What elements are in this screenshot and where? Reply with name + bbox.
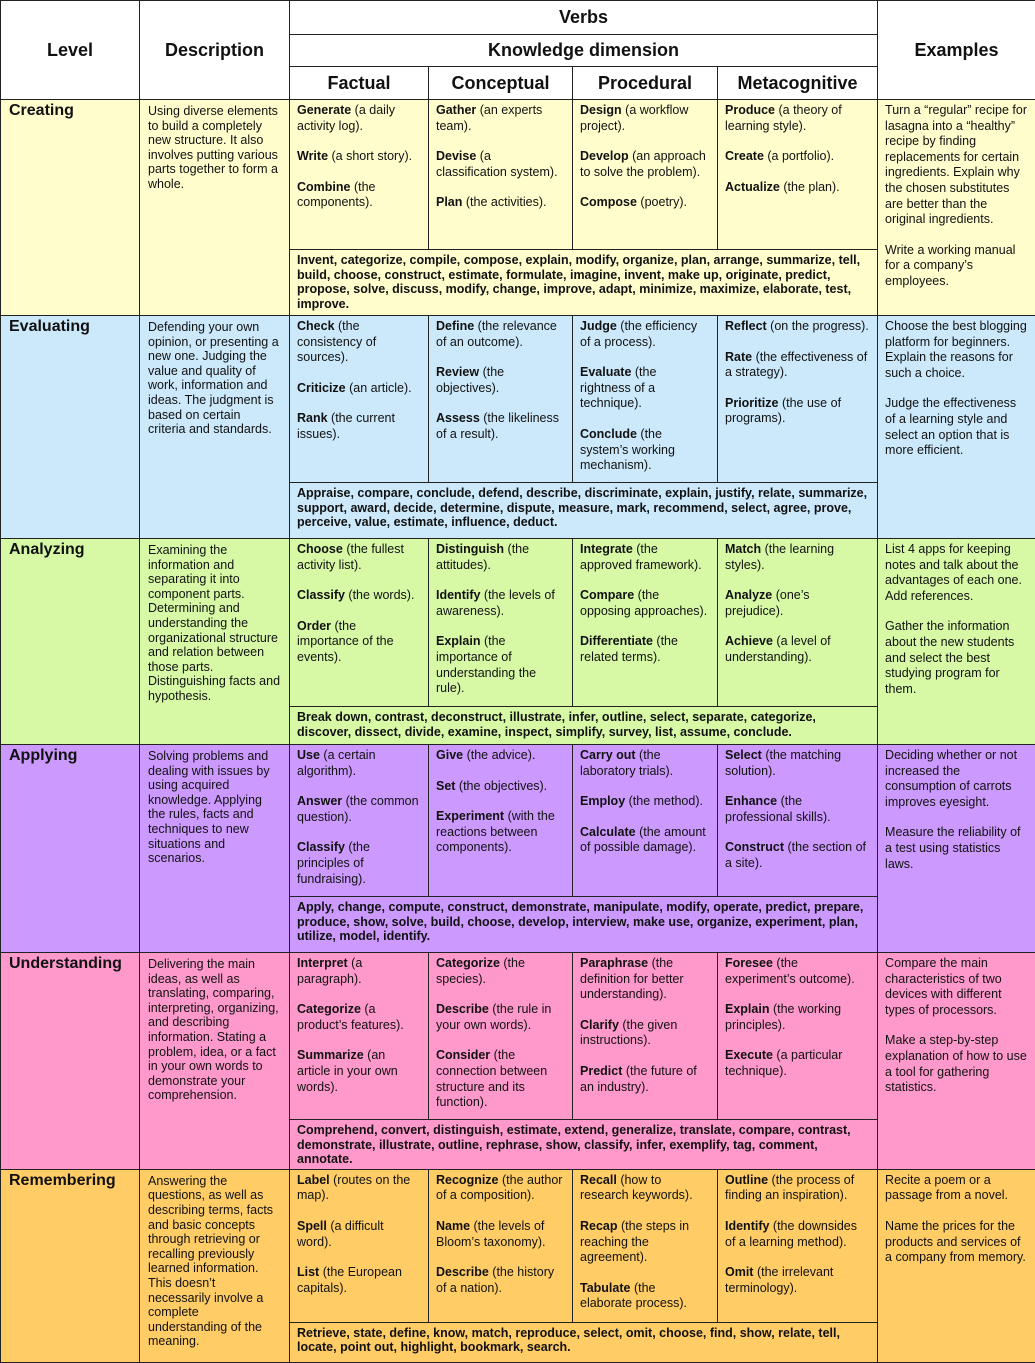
verb-keyword: Recall <box>580 1173 617 1187</box>
verb-keyword: Create <box>725 149 764 163</box>
verb-cell-factual <box>290 539 429 707</box>
verb-object: (poetry). <box>637 195 687 209</box>
level-name: Applying <box>1 745 140 953</box>
verb-object: (a particular technique). <box>725 1048 842 1078</box>
verb-keyword: Tabulate <box>580 1281 630 1295</box>
verb-entry <box>580 634 710 665</box>
header-procedural: Procedural <box>573 67 718 100</box>
example-item: Make a step-by-step explanation of how to use a tool for gathering statistics. <box>885 1033 1028 1095</box>
verb-keyword: Prioritize <box>725 396 779 410</box>
verb-object: (the experiment’s outcome). <box>725 956 855 986</box>
verb-cell-metacognitive <box>718 539 878 707</box>
examples-cell <box>878 953 1035 1170</box>
verb-entry <box>580 748 710 779</box>
verb-object: (the matching solution). <box>725 748 841 778</box>
level-description: Answering the questions, as well as describing terms, facts and basic concepts through retrieving or recalling previously learned information. This doesn’t necessarily involve a complete understanding of the meaning. <box>140 1169 290 1362</box>
verb-cell-metacognitive <box>718 953 878 1120</box>
verb-object: (the levels of awareness). <box>436 588 555 618</box>
verb-keyword: Experiment <box>436 809 504 823</box>
verb-entry <box>725 350 870 381</box>
verb-object: (the importance of the events). <box>297 619 394 664</box>
verb-object: (the efficiency of a process). <box>580 319 697 349</box>
verb-keyword: Enhance <box>725 794 777 808</box>
header-description: Description <box>140 1 290 100</box>
verb-entry <box>580 1018 710 1049</box>
verb-entry <box>725 542 870 573</box>
example-item: Recite a poem or a passage from a novel. <box>885 1173 1028 1204</box>
verb-keyword: Categorize <box>297 1002 361 1016</box>
verb-object: (the species). <box>436 956 525 986</box>
verb-object: (the effectiveness of a strategy). <box>725 350 867 380</box>
verb-object: (a classification system). <box>436 149 558 179</box>
verb-entry <box>297 180 421 211</box>
verb-entry <box>436 634 565 696</box>
verb-entry <box>436 1173 565 1204</box>
verb-entry <box>725 103 870 134</box>
example-item: Write a working manual for a company’s employees. <box>885 243 1028 290</box>
verb-keyword: Execute <box>725 1048 773 1062</box>
verb-cell-procedural <box>573 100 718 250</box>
level-description: Examining the information and separating it into component parts. Determining and understanding the organizational structure and relation between those parts. Distinguishing facts and hypothesis. <box>140 539 290 745</box>
example-item: Turn a “regular” recipe for lasagna into a “healthy” recipe by finding replacements for certain ingredients. Explain why the chosen substitutes are better than the original ingredients. <box>885 103 1028 228</box>
verb-object: (the advice). <box>463 748 535 762</box>
verb-entry <box>297 1048 421 1095</box>
verb-entry <box>436 748 565 764</box>
verb-keyword: List <box>297 1265 319 1279</box>
example-item: List 4 apps for keeping notes and talk about the advantages of each one. Add references. <box>885 542 1028 604</box>
verb-object: (a daily activity log). <box>297 103 395 133</box>
verb-keyword: Interpret <box>297 956 348 970</box>
verb-keyword: Outline <box>725 1173 768 1187</box>
verb-object: (the definition for better understanding). <box>580 956 684 1001</box>
verb-object: (the future of an industry). <box>580 1064 697 1094</box>
verb-entry <box>580 427 710 474</box>
verb-entry <box>436 1265 565 1296</box>
verb-keyword: Distinguish <box>436 542 504 556</box>
verb-keyword: Choose <box>297 542 343 556</box>
verb-entry <box>725 588 870 619</box>
verb-entry <box>580 825 710 856</box>
verb-keyword: Generate <box>297 103 351 117</box>
verb-keyword: Omit <box>725 1265 753 1279</box>
verb-keyword: Develop <box>580 149 629 163</box>
verb-keyword: Write <box>297 149 328 163</box>
verb-cell-factual <box>290 953 429 1120</box>
level-row-remembering <box>1 1169 1035 1322</box>
verb-object: (the levels of Bloom’s taxonomy). <box>436 1219 546 1249</box>
level-description: Defending your own opinion, or presenting a new one. Judging the value and quality of work, information and ideas. The judgment is based on certain criteria and standards. <box>140 316 290 539</box>
verb-entry <box>297 748 421 779</box>
verb-keyword: Use <box>297 748 320 762</box>
verb-keyword: Give <box>436 748 463 762</box>
verb-object: (a level of understanding). <box>725 634 831 664</box>
verb-object: (the laboratory trials). <box>580 748 673 778</box>
verb-entry <box>436 149 565 180</box>
example-item: Judge the effectiveness of a learning style and select an option that is more efficient. <box>885 396 1028 458</box>
header-knowledge-dimension: Knowledge dimension <box>290 35 878 67</box>
verb-entry <box>580 1064 710 1095</box>
verb-cell-conceptual <box>429 539 573 707</box>
verb-cell-metacognitive <box>718 316 878 483</box>
verb-entry <box>297 103 421 134</box>
verb-cell-procedural <box>573 1169 718 1322</box>
verb-entry <box>580 195 710 211</box>
verb-entry <box>725 1219 870 1250</box>
verb-object: (an article in your own words). <box>297 1048 398 1093</box>
verb-cell-procedural <box>573 953 718 1120</box>
summary-verbs: Invent, categorize, compile, compose, explain, modify, organize, plan, arrange, summarize, tell, build, choose, construct, estimate, formulate, imagine, invent, make up, originate, predict, propose, solve, discuss, modify, change, improve, adapt, minimize, maximize, elaborate, test, improve. <box>290 250 878 316</box>
verb-entry <box>436 411 565 442</box>
verb-entry <box>580 319 710 350</box>
verb-keyword: Define <box>436 319 474 333</box>
verb-object: (a paragraph). <box>297 956 362 986</box>
verb-entry <box>436 103 565 134</box>
verb-entry <box>725 319 870 335</box>
verb-keyword: Match <box>725 542 761 556</box>
verb-entry <box>725 1002 870 1033</box>
verb-cell-conceptual <box>429 316 573 483</box>
verb-object: (a theory of learning style). <box>725 103 842 133</box>
verb-object: (an experts team). <box>436 103 542 133</box>
verb-object: (the likeliness of a result). <box>436 411 559 441</box>
verb-entry <box>436 1219 565 1250</box>
verb-keyword: Foresee <box>725 956 773 970</box>
verb-keyword: Consider <box>436 1048 490 1062</box>
verb-entry <box>436 319 565 350</box>
verb-object: (the method). <box>625 794 703 808</box>
verb-object: (on the progress). <box>767 319 869 333</box>
verb-object: (how to research keywords). <box>580 1173 693 1203</box>
verb-keyword: Produce <box>725 103 775 117</box>
summary-verbs: Break down, contrast, deconstruct, illustrate, infer, outline, select, separate, categorize, discover, dissect, divide, examine, inspect, simplify, survey, list, assume, conclude. <box>290 707 878 745</box>
header-examples: Examples <box>878 1 1035 100</box>
verb-object: (routes on the map). <box>297 1173 410 1203</box>
verb-entry <box>725 748 870 779</box>
verb-object: (the fullest activity list). <box>297 542 404 572</box>
verb-keyword: Actualize <box>725 180 780 194</box>
verb-keyword: Identify <box>725 1219 769 1233</box>
level-row-creating <box>1 100 1035 250</box>
example-item: Name the prices for the products and services of a company from memory. <box>885 1219 1028 1266</box>
verb-object: (the use of programs). <box>725 396 841 426</box>
verb-cell-procedural <box>573 316 718 483</box>
verb-cell-factual <box>290 745 429 897</box>
verb-keyword: Analyze <box>725 588 772 602</box>
verb-entry <box>436 779 565 795</box>
verb-keyword: Select <box>725 748 762 762</box>
verb-cell-factual <box>290 1169 429 1322</box>
level-name: Analyzing <box>1 539 140 745</box>
verb-cell-metacognitive <box>718 1169 878 1322</box>
verb-keyword: Explain <box>725 1002 769 1016</box>
verb-object: (the importance of understanding the rule). <box>436 634 536 695</box>
verb-keyword: Identify <box>436 588 480 602</box>
verb-object: (the principles of fundraising). <box>297 840 370 885</box>
verb-entry <box>725 840 870 871</box>
header-metacognitive: Metacognitive <box>718 67 878 100</box>
verb-object: (the system’s working mechanism). <box>580 427 675 472</box>
verb-object: (the elaborate process). <box>580 1281 687 1311</box>
verb-keyword: Set <box>436 779 455 793</box>
verb-object: (the working principles). <box>725 1002 841 1032</box>
verb-keyword: Review <box>436 365 479 379</box>
verb-object: (a short story). <box>328 149 412 163</box>
verb-entry <box>580 365 710 412</box>
verb-entry <box>436 956 565 987</box>
verb-object: (the objectives). <box>455 779 547 793</box>
verb-object: (the given instructions). <box>580 1018 677 1048</box>
verb-object: (a workflow project). <box>580 103 688 133</box>
verb-entry <box>436 365 565 396</box>
level-name: Creating <box>1 100 140 316</box>
summary-verbs: Comprehend, convert, distinguish, estimate, extend, generalize, translate, compare, contrast, demonstrate, illustrate, outline, rephrase, show, classify, infer, exemplify, tag, comment, annotate. <box>290 1120 878 1170</box>
verb-keyword: Clarify <box>580 1018 619 1032</box>
verb-object: (the author of a composition). <box>436 1173 562 1203</box>
verb-entry <box>297 1002 421 1033</box>
header-factual: Factual <box>290 67 429 100</box>
verb-entry <box>725 956 870 987</box>
verb-entry <box>580 103 710 134</box>
verb-entry <box>580 1281 710 1312</box>
example-item: Measure the reliability of a test using statistics laws. <box>885 825 1028 872</box>
verb-object: (a difficult word). <box>297 1219 384 1249</box>
verb-entry <box>580 542 710 573</box>
verb-object: (the approved framework). <box>580 542 702 572</box>
verb-entry <box>436 588 565 619</box>
verb-entry <box>725 1048 870 1079</box>
verb-keyword: Predict <box>580 1064 622 1078</box>
verb-object: (the connection between structure and its function). <box>436 1048 547 1109</box>
verb-object: (a portfolio). <box>764 149 834 163</box>
verb-object: (the amount of possible damage). <box>580 825 706 855</box>
level-description: Using diverse elements to build a completely new structure. It also involves putting various parts together to form a whole. <box>140 100 290 316</box>
level-row-evaluating <box>1 316 1035 483</box>
header-level: Level <box>1 1 140 100</box>
verb-object: (the opposing approaches). <box>580 588 707 618</box>
verb-object: (the European capitals). <box>297 1265 402 1295</box>
header-conceptual: Conceptual <box>429 67 573 100</box>
examples-cell <box>878 1169 1035 1362</box>
verb-keyword: Answer <box>297 794 342 808</box>
level-description: Delivering the main ideas, as well as translating, comparing, interpreting, organizing, and describing information. Stating a problem, idea, or a fact in your own words to demonstrate your comprehension. <box>140 953 290 1170</box>
verb-keyword: Conclude <box>580 427 637 441</box>
verb-keyword: Recap <box>580 1219 618 1233</box>
verb-entry <box>436 195 565 211</box>
verb-keyword: Order <box>297 619 331 633</box>
verb-keyword: Achieve <box>725 634 773 648</box>
verb-entry <box>580 794 710 810</box>
verb-cell-metacognitive <box>718 100 878 250</box>
verb-cell-conceptual <box>429 100 573 250</box>
verb-entry <box>580 588 710 619</box>
verb-cell-factual <box>290 100 429 250</box>
verb-object: (the rule in your own words). <box>436 1002 551 1032</box>
verb-keyword: Evaluate <box>580 365 631 379</box>
verb-object: (the irrelevant terminology). <box>725 1265 833 1295</box>
verb-entry <box>297 542 421 573</box>
verb-keyword: Differentiate <box>580 634 653 648</box>
verb-object: (the consistency of sources). <box>297 319 376 364</box>
verb-object: (an article). <box>346 381 412 395</box>
verb-object: (the learning styles). <box>725 542 834 572</box>
verb-object: (the related terms). <box>580 634 678 664</box>
verb-keyword: Summarize <box>297 1048 364 1062</box>
verb-keyword: Rank <box>297 411 328 425</box>
verb-keyword: Compose <box>580 195 637 209</box>
level-description: Solving problems and dealing with issues by using acquired knowledge. Applying the rules, facts and techniques to new situations and scenarios. <box>140 745 290 953</box>
verb-entry <box>580 1173 710 1204</box>
level-name: Understanding <box>1 953 140 1170</box>
verb-object: (the relevance of an outcome). <box>436 319 557 349</box>
verb-object: (the components). <box>297 180 376 210</box>
verb-entry <box>297 411 421 442</box>
summary-verbs: Appraise, compare, conclude, defend, describe, discriminate, explain, justify, relate, summarize, support, award, decide, determine, dispute, measure, mark, recommend, select, agree, prove, perceive, value, estimate, influence, deduct. <box>290 483 878 539</box>
summary-verbs: Apply, change, compute, construct, demonstrate, manipulate, modify, operate, predict, prepare, produce, show, solve, build, choose, develop, interview, make use, organize, experiment, plan, utilize, model, identify. <box>290 897 878 953</box>
verb-object: (the steps in reaching the agreement). <box>580 1219 689 1264</box>
verb-keyword: Criticize <box>297 381 346 395</box>
verb-keyword: Calculate <box>580 825 636 839</box>
verb-keyword: Employ <box>580 794 625 808</box>
verb-object: (the section of a site). <box>725 840 866 870</box>
header-verbs: Verbs <box>290 1 878 35</box>
verb-object: (the words). <box>345 588 414 602</box>
verb-entry <box>436 1002 565 1033</box>
verb-keyword: Design <box>580 103 622 117</box>
level-row-applying <box>1 745 1035 897</box>
verb-entry <box>725 180 870 196</box>
verb-entry <box>725 634 870 665</box>
verb-keyword: Judge <box>580 319 617 333</box>
verb-object: (the history of a nation). <box>436 1265 554 1295</box>
verb-cell-procedural <box>573 745 718 897</box>
verb-keyword: Plan <box>436 195 462 209</box>
verb-cell-factual <box>290 316 429 483</box>
verb-entry <box>297 319 421 366</box>
verb-keyword: Label <box>297 1173 330 1187</box>
verb-keyword: Assess <box>436 411 480 425</box>
verb-object: (an approach to solve the problem). <box>580 149 706 179</box>
examples-cell <box>878 100 1035 316</box>
verb-entry <box>297 381 421 397</box>
example-item: Compare the main characteristics of two devices with different types of processors. <box>885 956 1028 1018</box>
verb-keyword: Reflect <box>725 319 767 333</box>
verb-object: (the attitudes). <box>436 542 529 572</box>
verb-entry <box>297 1173 421 1204</box>
example-item: Gather the information about the new students and select the best studying program for them. <box>885 619 1028 697</box>
verb-entry <box>297 619 421 666</box>
verb-keyword: Integrate <box>580 542 633 556</box>
verb-entry <box>297 956 421 987</box>
verb-entry <box>725 149 870 165</box>
verb-cell-conceptual <box>429 1169 573 1322</box>
verb-keyword: Recognize <box>436 1173 499 1187</box>
verb-keyword: Describe <box>436 1002 489 1016</box>
verb-keyword: Spell <box>297 1219 327 1233</box>
verb-object: (the professional skills). <box>725 794 831 824</box>
examples-cell <box>878 539 1035 745</box>
verb-entry <box>580 1219 710 1266</box>
examples-cell <box>878 745 1035 953</box>
verb-entry <box>297 588 421 604</box>
verb-entry <box>297 149 421 165</box>
verb-keyword: Explain <box>436 634 480 648</box>
verb-object: (the common question). <box>297 794 419 824</box>
verb-keyword: Check <box>297 319 335 333</box>
verb-keyword: Combine <box>297 180 350 194</box>
verb-keyword: Paraphrase <box>580 956 648 970</box>
examples-cell <box>878 316 1035 539</box>
verb-object: (the process of finding an inspiration). <box>725 1173 854 1203</box>
verb-object: (the plan). <box>780 180 840 194</box>
verb-keyword: Construct <box>725 840 784 854</box>
level-name: Remembering <box>1 1169 140 1362</box>
verb-keyword: Name <box>436 1219 470 1233</box>
verb-object: (the activities). <box>462 195 546 209</box>
verb-object: (one’s prejudice). <box>725 588 810 618</box>
verb-keyword: Rate <box>725 350 752 364</box>
verb-object: (the downsides of a learning method). <box>725 1219 857 1249</box>
verb-object: (the current issues). <box>297 411 395 441</box>
verb-entry <box>725 396 870 427</box>
verb-keyword: Gather <box>436 103 476 117</box>
example-item: Deciding whether or not increased the consumption of carrots improves eyesight. <box>885 748 1028 810</box>
level-row-understanding <box>1 953 1035 1120</box>
verb-object: (with the reactions between components). <box>436 809 555 854</box>
verb-keyword: Carry out <box>580 748 636 762</box>
verb-entry <box>580 956 710 1003</box>
verb-entry <box>725 1265 870 1296</box>
verb-cell-metacognitive <box>718 745 878 897</box>
verb-entry <box>436 809 565 856</box>
verb-keyword: Categorize <box>436 956 500 970</box>
verb-object: (the rightness of a technique). <box>580 365 656 410</box>
level-name: Evaluating <box>1 316 140 539</box>
verb-object: (a certain algorithm). <box>297 748 376 778</box>
example-item: Choose the best blogging platform for beginners. Explain the reasons for such a choice. <box>885 319 1028 381</box>
verb-keyword: Devise <box>436 149 476 163</box>
verb-entry <box>436 1048 565 1110</box>
verb-cell-procedural <box>573 539 718 707</box>
verb-keyword: Describe <box>436 1265 489 1279</box>
verb-entry <box>725 1173 870 1204</box>
verb-entry <box>297 1219 421 1250</box>
summary-verbs: Retrieve, state, define, know, match, reproduce, select, omit, choose, find, show, relate, tell, locate, point out, highlight, bookmark, search. <box>290 1322 878 1362</box>
verb-cell-conceptual <box>429 745 573 897</box>
verb-entry <box>297 1265 421 1296</box>
verb-entry <box>297 794 421 825</box>
verb-keyword: Compare <box>580 588 634 602</box>
verb-object: (the objectives). <box>436 365 504 395</box>
verb-object: (a product’s features). <box>297 1002 404 1032</box>
verb-entry <box>725 794 870 825</box>
level-row-analyzing <box>1 539 1035 707</box>
verb-keyword: Classify <box>297 588 345 602</box>
verb-cell-conceptual <box>429 953 573 1120</box>
verb-keyword: Classify <box>297 840 345 854</box>
verb-entry <box>297 840 421 887</box>
verb-entry <box>436 542 565 573</box>
verb-entry <box>580 149 710 180</box>
